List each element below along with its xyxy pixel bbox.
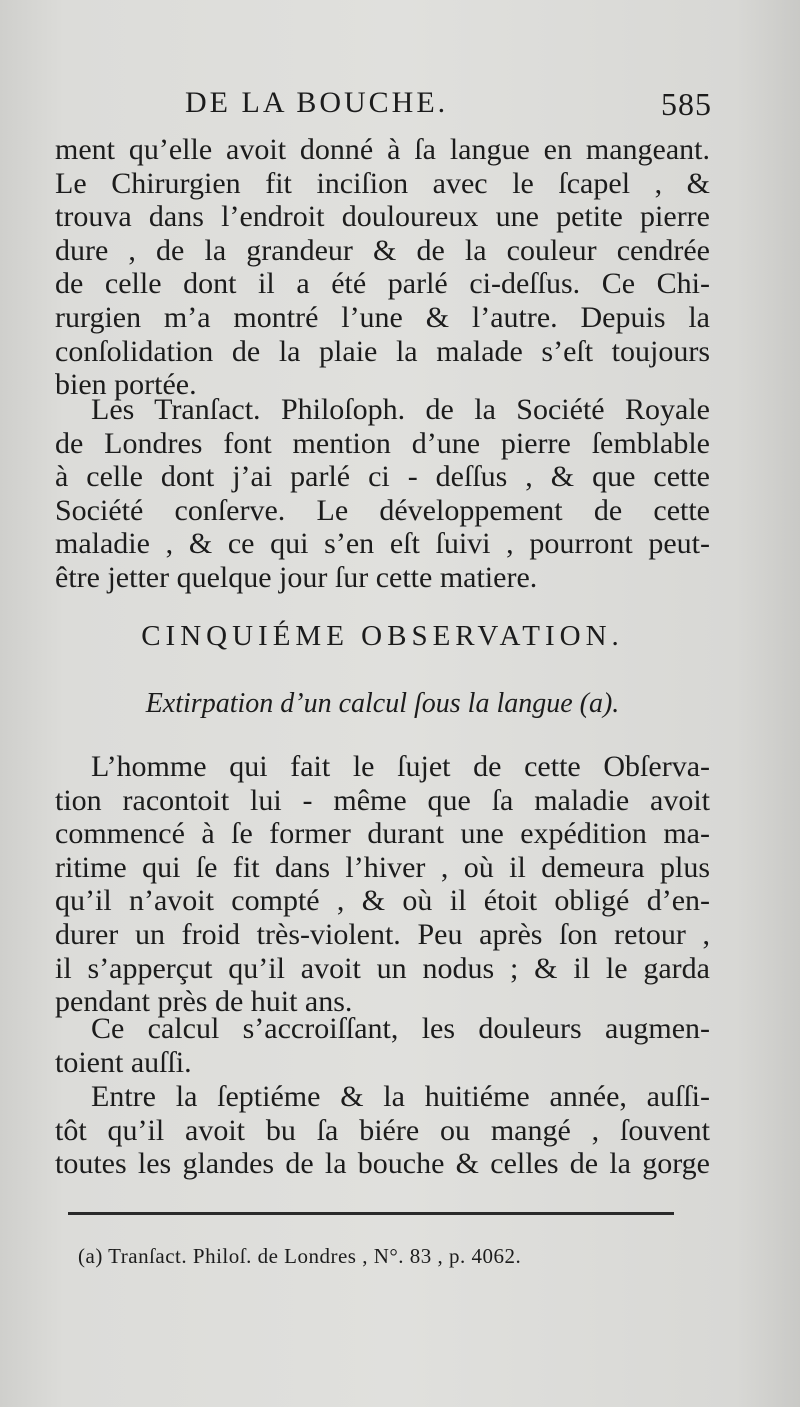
footnote: (a) Tranſact. Philoſ. de Londres , N°. 83 , p. 4062. [78,1244,522,1268]
text-line: rurgien m’a montré l’une & l’autre. Depuis la [55,300,710,334]
text-line: toutes les glandes de la bouche & celles de la gorge [55,1147,710,1181]
page-number: 585 [661,86,712,122]
paragraph-observation [55,750,710,1019]
text-line: Ce calcul s’accroiſſant, les douleurs augmen- [91,1012,710,1045]
text-line: Le Chirurgien fit inciſion avec le ſcapel , & [55,166,710,200]
text-line: L’homme qui fait le ſujet de cette Obſerva- [91,750,710,783]
text-line: qu’il n’avoit compté , & où il étoit obligé d’en- [55,884,710,918]
text-line: de Londres font mention d’une pierre ſemblable [55,426,710,460]
text-line: conſolidation de la plaie la malade s’eſt toujours [55,334,710,368]
text-line: Société conſerve. Le développement de cette [55,493,710,527]
text-line: durer un froid très-violent. Peu après ſon retour , [55,917,710,951]
paragraph-continuation [55,133,710,402]
text-line: bien portée. [55,368,197,402]
text-line: ment qu’elle avoit donné à ſa langue en mangeant. [55,133,710,166]
text-line: pendant près de huit ans. [55,985,353,1019]
text-line: tion racontoit lui - même que ſa maladie avoit [55,783,710,817]
text-line: il s’apperçut qu’il avoit un nodus ; & il le garda [55,951,710,985]
text-line: être jetter quelque jour ſur cette matiere. [55,560,538,594]
section-heading: CINQUIÉME OBSERVATION. [141,620,624,652]
text-line: toient auſſi. [55,1045,192,1079]
text-line: commencé à ſe former durant une expédition ma- [55,817,710,851]
footnote-rule [68,1212,674,1215]
text-line: à celle dont j’ai parlé ci - deſſus , & que cette [55,460,710,494]
running-head [55,86,712,126]
paragraph-annee [55,1080,710,1181]
text-line: de celle dont il a été parlé ci-deſſus. Ce Chi- [55,267,710,301]
text-line: Entre la ſeptiéme & la huitiéme année, auſſi- [91,1080,710,1113]
text-line: maladie , & ce qui s’en eſt ſuivi , pourront peut- [55,527,710,561]
text-line: tôt qu’il avoit bu ſa biére ou mangé , ſouvent [55,1113,710,1147]
text-line: ritime qui ſe fit dans l’hiver , où il demeura plus [55,850,710,884]
running-title: DE LA BOUCHE. [185,86,449,119]
paragraph-transactions [55,393,710,595]
text-line: trouva dans l’endroit douloureux une petite pierre [55,200,710,234]
section-subtitle: Extirpation d’un calcul ſous la langue (a). [145,688,620,719]
paragraph-calcul [55,1012,710,1079]
text-line: dure , de la grandeur & de la couleur cendrée [55,233,710,267]
text-line: Les Tranſact. Philoſoph. de la Société Royale [91,393,710,426]
